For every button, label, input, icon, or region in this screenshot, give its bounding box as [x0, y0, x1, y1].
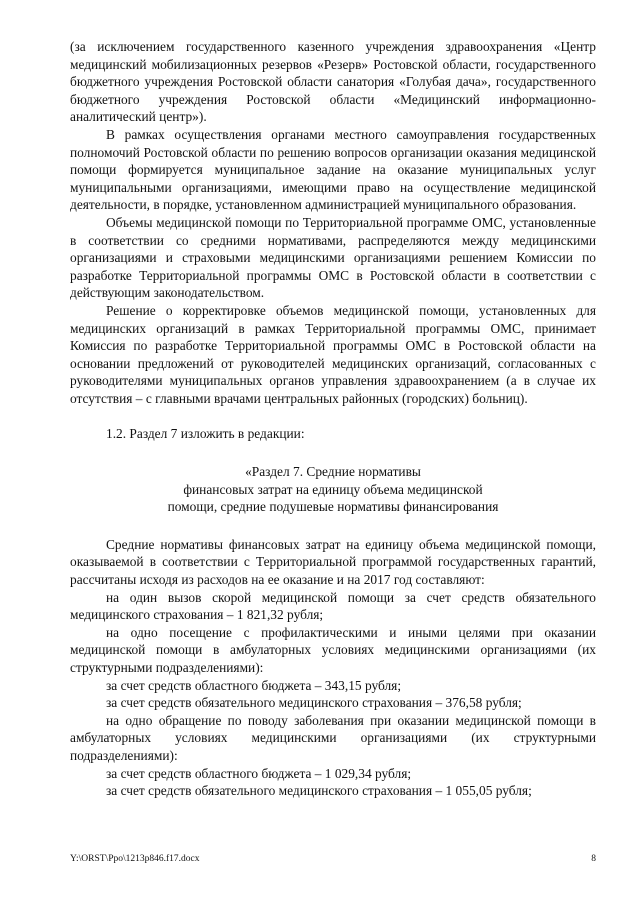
page-footer: [70, 853, 596, 865]
norm-appeal-oms: за счет средств обязательного медицинского страхования – 1 055,05 рубля;: [106, 783, 532, 799]
norm-appeal-regional-budget: за счет средств областного бюджета – 1 029,34 рубля;: [106, 765, 412, 781]
paragraph-municipal-task: В рамках осуществления органами местного самоуправления государственных полномочий Ростовской области по решению вопросов организации оказания медицинской помощи формируется муниципальное задание на оказание муниципальных услуг муниципальными организациями, имеющими право на осуществление медицинской деятельности, в порядке, установленном администрацией муниципального образования.: [70, 126, 596, 213]
page-number: 8: [591, 854, 596, 864]
paragraph-exclusions: (за исключением государственного казенного учреждения здравоохранения «Центр медицинский мобилизационных резервов «Резерв» Ростовской области, государственного бюджетного учреждения Ростовской области санатория «Голубая дача», государственного бюджетного учреждения Ростовской области «Медицинский информационно-аналитический центр»).: [70, 39, 596, 125]
paragraph-average-norms: Средние нормативы финансовых затрат на единицу объема медицинской помощи, оказываемой в соответствии с Территориальной программой государственных гарантий, рассчитаны исходя из расходов на ее оказание и на 2017 год составляют:: [70, 536, 596, 588]
item-1-2: 1.2. Раздел 7 изложить в редакции:: [106, 426, 305, 442]
section-title-line-1: «Раздел 7. Средние нормативы: [245, 464, 421, 480]
norm-appeal-header: на одно обращение по поводу заболевания при оказании медицинской помощи в амбулаторных условиях медицинскими организациями (их структурными подразделениями):: [70, 712, 596, 763]
spacer: [70, 407, 596, 425]
norm-visit-oms: за счет средств обязательного медицинского страхования – 376,58 рубля;: [106, 695, 522, 711]
spacer: [70, 516, 596, 536]
paragraph-volume-correction: Решение о корректировке объемов медицинской помощи, установленных для медицинских организаций в рамках Территориальной программы ОМС, принимает Комиссия по разработке Территориальной программы ОМС в Ростовской области на основании предложений от руководителей медицинских организаций, согласованных с руководителями муниципальных органов управления здравоохранением (а в случае их отсутствия – с главными врачами центральных районных (городских) больниц).: [70, 302, 596, 406]
norm-ambulance-call: на один вызов скорой медицинской помощи за счет средств обязательного медицинского страхования – 1 821,32 рубля;: [70, 589, 596, 623]
section-title-line-3: помощи, средние подушевые нормативы финансирования: [167, 499, 499, 515]
norm-visit-regional-budget: за счет средств областного бюджета – 343,15 рубля;: [106, 677, 402, 693]
file-path: Y:\ORST\Ppo\1213p846.f17.docx: [70, 854, 200, 864]
section-title-line-2: финансовых затрат на единицу объема медицинской: [183, 481, 483, 497]
paragraph-volumes-distribution: Объемы медицинской помощи по Территориальной программе ОМС, установленные в соответствии со средними нормативами, распределяются между медицинскими организациями и страховыми медицинскими организациями решением Комиссии по разработке Территориальной программы ОМС в Ростовской области в соответствии с действующим законодательством.: [70, 214, 596, 301]
document-body: [70, 38, 596, 800]
norm-visit-header: на одно посещение с профилактическими и иными целями при оказании медицинской помощи в амбулаторных условиях медицинскими организациями (их структурными подразделениями):: [70, 624, 596, 675]
spacer: [70, 443, 596, 463]
